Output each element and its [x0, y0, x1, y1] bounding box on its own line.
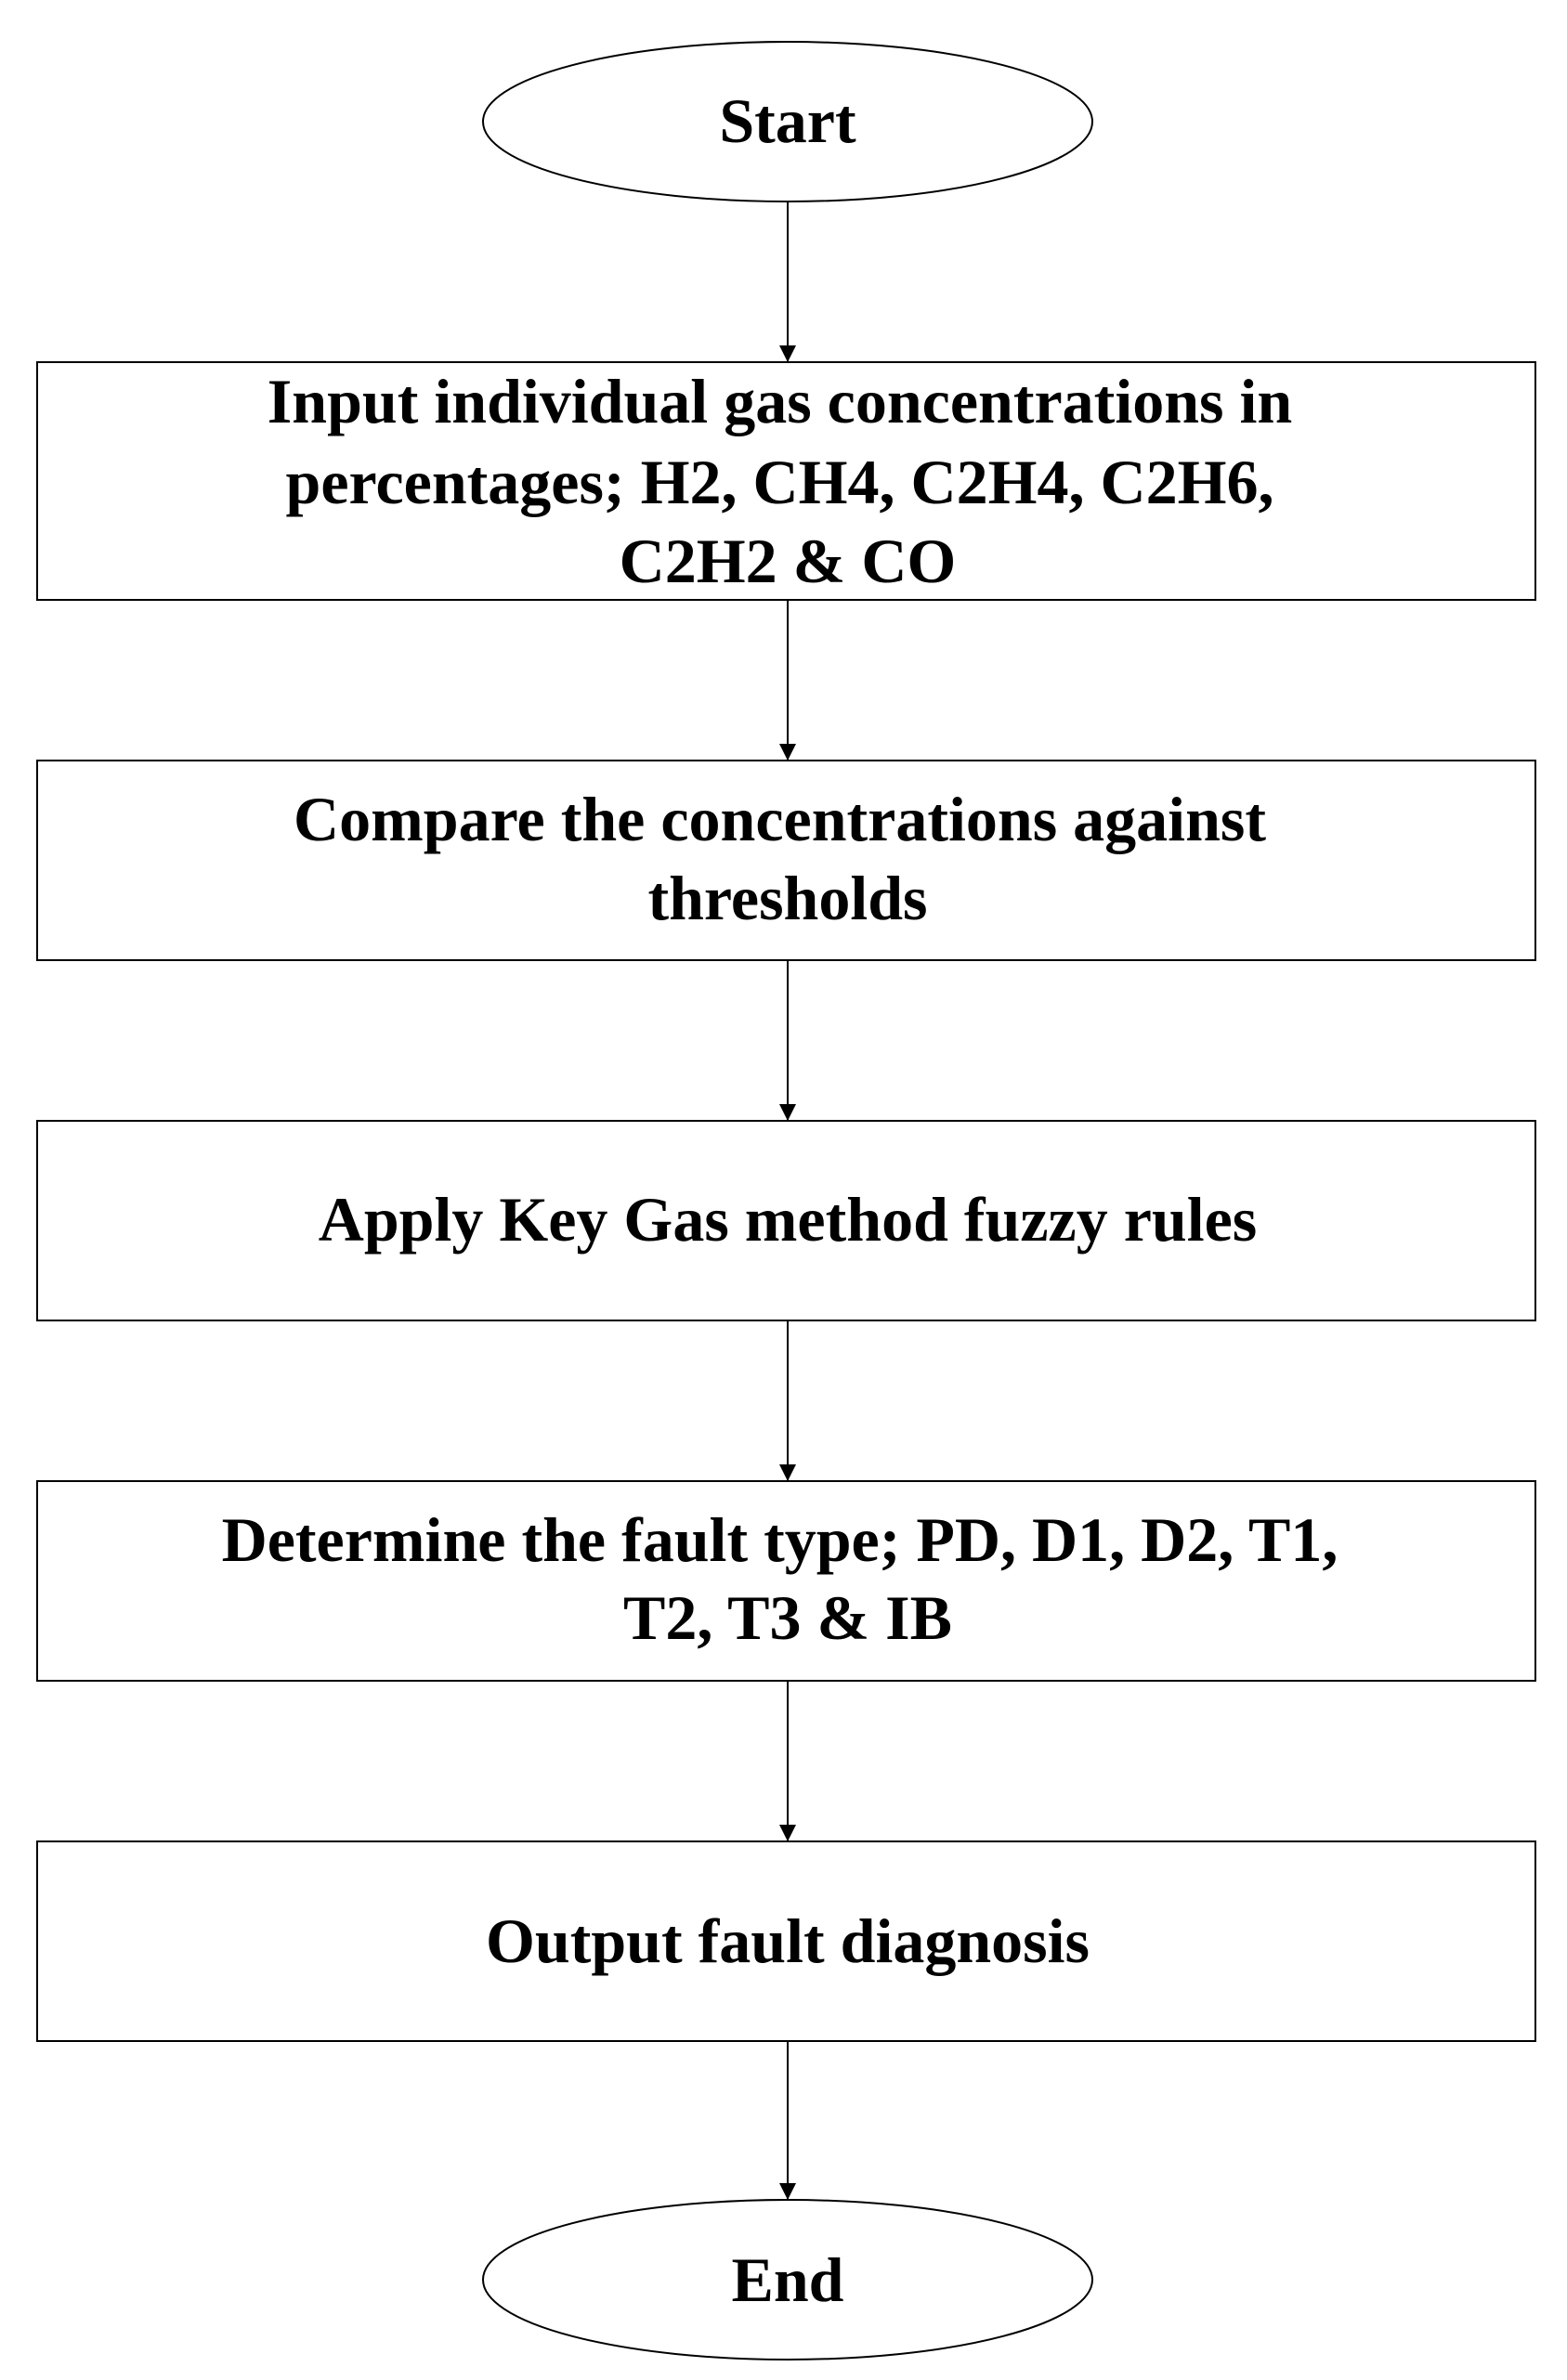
input-step-label: Input individual gas concentrations in percentages; H2, CH4, C2H4, C2H6, C2H2 & CO — [267, 366, 1293, 596]
end-terminator — [483, 2200, 1092, 2360]
start-terminator — [483, 42, 1092, 202]
compare-step-label: Compare the concentrations against thresholds — [294, 784, 1266, 933]
compare-thresholds-step — [37, 761, 1535, 960]
apply-step-label: Apply Key Gas method fuzzy rules — [318, 1184, 1258, 1255]
apply-fuzzy-rules-step — [37, 1121, 1535, 1320]
determine-step-label: Determine the fault type; PD, D1, D2, T1, T2, T3 & IB — [221, 1504, 1338, 1653]
start-label: Start — [719, 85, 856, 156]
output-fault-diagnosis-step — [37, 1841, 1535, 2041]
end-label: End — [731, 2244, 844, 2315]
input-gas-concentrations-step — [37, 362, 1535, 600]
output-step-label: Output fault diagnosis — [486, 1905, 1090, 1976]
determine-fault-type-step — [37, 1481, 1535, 1681]
